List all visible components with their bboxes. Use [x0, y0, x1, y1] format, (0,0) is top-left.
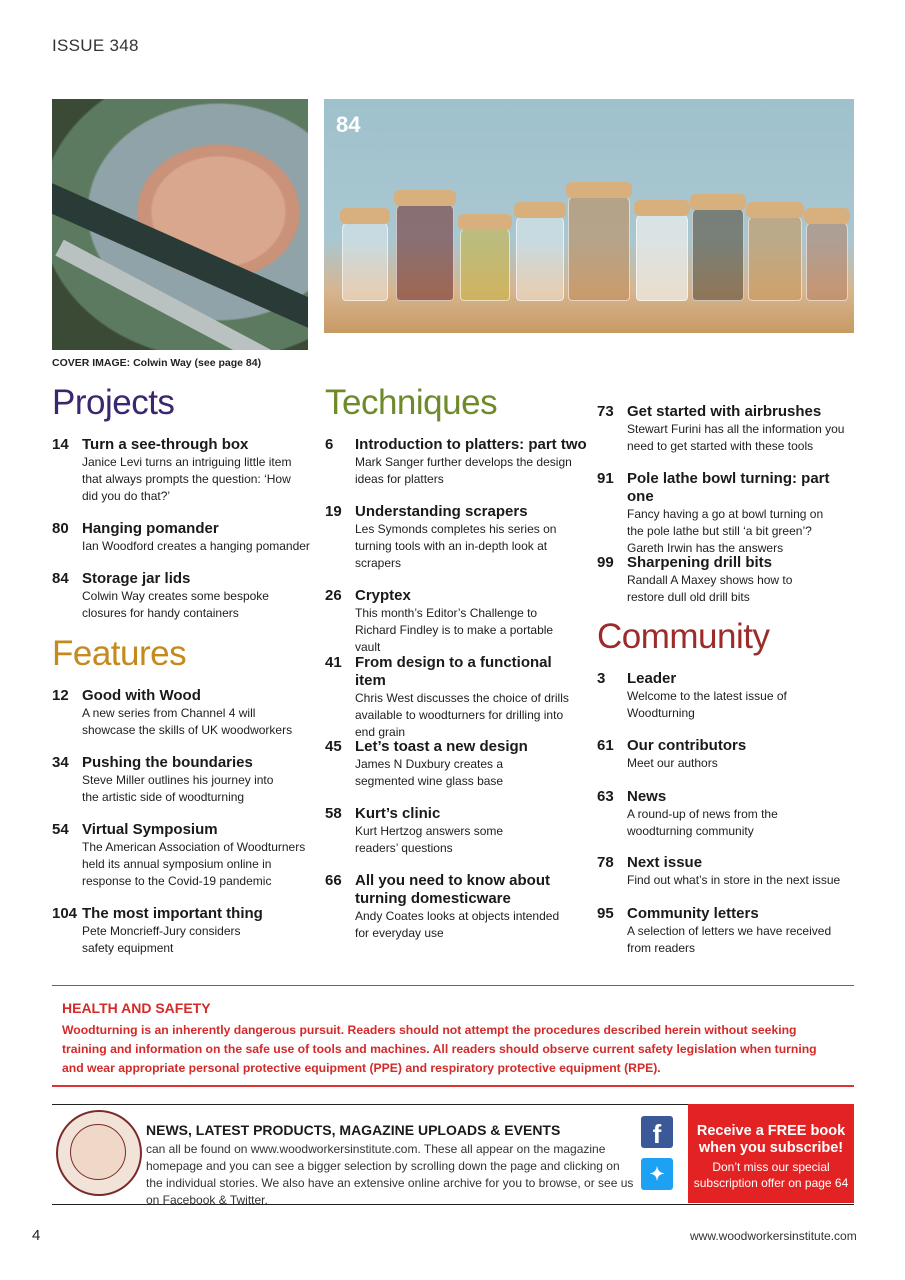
health-safety-title: HEALTH AND SAFETY — [62, 1000, 211, 1016]
entry-description: A round-up of news from the woodturning community — [627, 807, 778, 838]
entry-description: Kurt Hertzog answers some readers’ questions — [355, 824, 504, 855]
toc-entry[interactable] — [325, 805, 585, 857]
entry-title: Cryptex — [355, 587, 411, 604]
footer-title: NEWS, LATEST PRODUCTS, MAGAZINE UPLOADS & EVENTS — [146, 1122, 561, 1138]
entry-title: Understanding scrapers — [355, 503, 528, 520]
twitter-icon[interactable]: ✦ — [641, 1158, 673, 1190]
subscription-promo[interactable] — [688, 1104, 854, 1203]
toc-entry[interactable] — [52, 570, 312, 622]
toc-entry[interactable] — [597, 788, 859, 840]
page-number: 61 — [597, 737, 614, 754]
toc-entry[interactable] — [325, 738, 585, 790]
toc-entry[interactable] — [52, 905, 312, 957]
page-number: 45 — [325, 738, 342, 755]
footer-text: can all be found on www.woodworkersinstitute.com. These all appear on the magazine homepage and you can see a bigger selection by scrolling down the page and clicking on the individual stories. We also have an extensive online archive for you to browse, or see us on Facebook & Twitter. — [146, 1142, 634, 1207]
page-number: 12 — [52, 687, 69, 704]
entry-description: Andy Coates looks at objects intended for everyday use — [355, 909, 560, 940]
techniques-heading: Techniques — [325, 383, 498, 422]
entry-title: The most important thing — [82, 905, 263, 922]
projects-heading: Projects — [52, 383, 175, 422]
promo-subtitle: Don’t miss our special subscription offer on page 64 — [693, 1160, 849, 1190]
entry-title: Turn a see-through box — [82, 436, 249, 453]
entry-description: Fancy having a go at bowl turning on the pole lathe but still ‘a bit green’? Gareth Irwin has the answers — [627, 507, 824, 555]
promo-title: Receive a FREE book when you subscribe! — [696, 1123, 846, 1156]
page-number: 84 — [52, 570, 69, 587]
entry-title: Pushing the boundaries — [82, 754, 253, 771]
issue-number: ISSUE 348 — [52, 36, 139, 55]
toc-entry[interactable] — [597, 470, 859, 557]
entry-title: All you need to know about turning domesticware — [355, 872, 550, 907]
page-number-footer: 4 — [32, 1227, 41, 1244]
toc-entry[interactable] — [597, 854, 859, 889]
toc-entry[interactable] — [52, 754, 312, 806]
page-number: 73 — [597, 403, 614, 420]
entry-description: Stewart Furini has all the information you need to get started with these tools — [627, 422, 845, 453]
entry-description: Colwin Way creates some bespoke closures for handy containers — [82, 589, 269, 620]
entry-title: Good with Wood — [82, 687, 201, 704]
page-number: 78 — [597, 854, 614, 871]
entry-title: Virtual Symposium — [82, 821, 218, 838]
entry-title: Let’s toast a new design — [355, 738, 528, 755]
entry-description: Les Symonds completes his series on turning tools with an in-depth look at scrapers — [355, 522, 557, 570]
entry-description: Steve Miller outlines his journey into the artistic side of woodturning — [82, 773, 274, 804]
toc-entry[interactable] — [597, 737, 859, 772]
page-number: 66 — [325, 872, 342, 889]
page-number: 54 — [52, 821, 69, 838]
toc-entry[interactable] — [325, 436, 590, 488]
entry-title: Storage jar lids — [82, 570, 191, 587]
entry-description: Janice Levi turns an intriguing little item that always prompts the question: ‘How did you do that?’ — [82, 455, 292, 503]
page-number: 14 — [52, 436, 69, 453]
entry-description: Ian Woodford creates a hanging pomander — [82, 539, 310, 553]
entry-description: Welcome to the latest issue of Woodturning — [627, 689, 787, 720]
toc-entry[interactable] — [597, 670, 859, 722]
entry-title: Community letters — [627, 905, 759, 922]
page-number: 91 — [597, 470, 614, 487]
entry-description: Find out what’s in store in the next issue — [627, 873, 841, 887]
entry-description: This month’s Editor’s Challenge to Richard Findley is to make a portable vault — [355, 606, 554, 654]
photo-page-label: 84 — [336, 112, 361, 137]
toc-entry[interactable] — [52, 821, 312, 890]
entry-description: Chris West discusses the choice of drills available to woodturners for drilling into end grain — [355, 691, 569, 739]
cover-caption: COVER IMAGE: Colwin Way (see page 84) — [52, 357, 262, 369]
entry-title: Pole lathe bowl turning: part one — [627, 470, 830, 505]
entry-description: Mark Sanger further develops the design ideas for platters — [355, 455, 572, 486]
page-number: 80 — [52, 520, 69, 537]
page-number: 58 — [325, 805, 342, 822]
toc-entry[interactable] — [325, 872, 565, 942]
page-number: 41 — [325, 654, 342, 671]
entry-description: Randall A Maxey shows how to restore dull old drill bits — [627, 573, 793, 604]
entry-description: James N Duxbury creates a segmented wine glass base — [355, 757, 504, 788]
toc-entry[interactable] — [597, 554, 859, 606]
entry-description: Meet our authors — [627, 756, 718, 770]
cover-photo-lathe — [52, 99, 308, 350]
page-number: 95 — [597, 905, 614, 922]
toc-entry[interactable] — [52, 436, 312, 505]
page-number: 99 — [597, 554, 614, 571]
toc-entry[interactable] — [52, 687, 312, 739]
page-number: 26 — [325, 587, 342, 604]
divider — [52, 1085, 854, 1087]
toc-entry[interactable] — [597, 905, 859, 957]
toc-entry[interactable] — [597, 403, 859, 455]
woodworkers-institute-seal — [56, 1110, 142, 1196]
toc-entry[interactable] — [325, 654, 585, 741]
divider — [52, 985, 854, 986]
page-number: 34 — [52, 754, 69, 771]
entry-title: Sharpening drill bits — [627, 554, 773, 571]
toc-entry[interactable] — [325, 587, 585, 656]
entry-description: A new series from Channel 4 will showcase the skills of UK woodworkers — [82, 706, 293, 737]
entry-title: Get started with airbrushes — [627, 403, 822, 420]
entry-description: The American Association of Woodturners held its annual symposium online in response to the Covid-19 pandemic — [82, 840, 306, 888]
health-safety-text: Woodturning is an inherently dangerous pursuit. Readers should not attempt the procedures described herein without seeking training and information on the safe use of tools and machines. All readers should observe current safety legislation when turning and wear appropriate personal protective equipment (PPE) and respiratory protective equipment (RPE). — [62, 1023, 817, 1075]
entry-title: News — [627, 788, 667, 805]
facebook-icon[interactable]: f — [641, 1116, 673, 1148]
site-url[interactable]: www.woodworkersinstitute.com — [690, 1229, 857, 1243]
page-number: 19 — [325, 503, 342, 520]
entry-title: Introduction to platters: part two — [355, 436, 587, 453]
page-number: 63 — [597, 788, 614, 805]
entry-title: Leader — [627, 670, 677, 687]
toc-entry[interactable] — [325, 503, 585, 572]
features-heading: Features — [52, 634, 187, 673]
entry-title: Next issue — [627, 854, 703, 871]
entry-title: Hanging pomander — [82, 520, 219, 537]
toc-entry[interactable] — [52, 520, 312, 555]
entry-title: Our contributors — [627, 737, 747, 754]
entry-description: A selection of letters we have received from readers — [627, 924, 832, 955]
community-heading: Community — [597, 617, 770, 656]
storage-jars-photo — [324, 99, 854, 333]
entry-title: Kurt’s clinic — [355, 805, 441, 822]
entry-title: From design to a functional item — [355, 654, 552, 689]
page-number: 3 — [597, 670, 606, 687]
page-number: 104 — [52, 905, 78, 922]
entry-description: Pete Moncrieff-Jury considers safety equipment — [82, 924, 241, 955]
page-number: 6 — [325, 436, 334, 453]
